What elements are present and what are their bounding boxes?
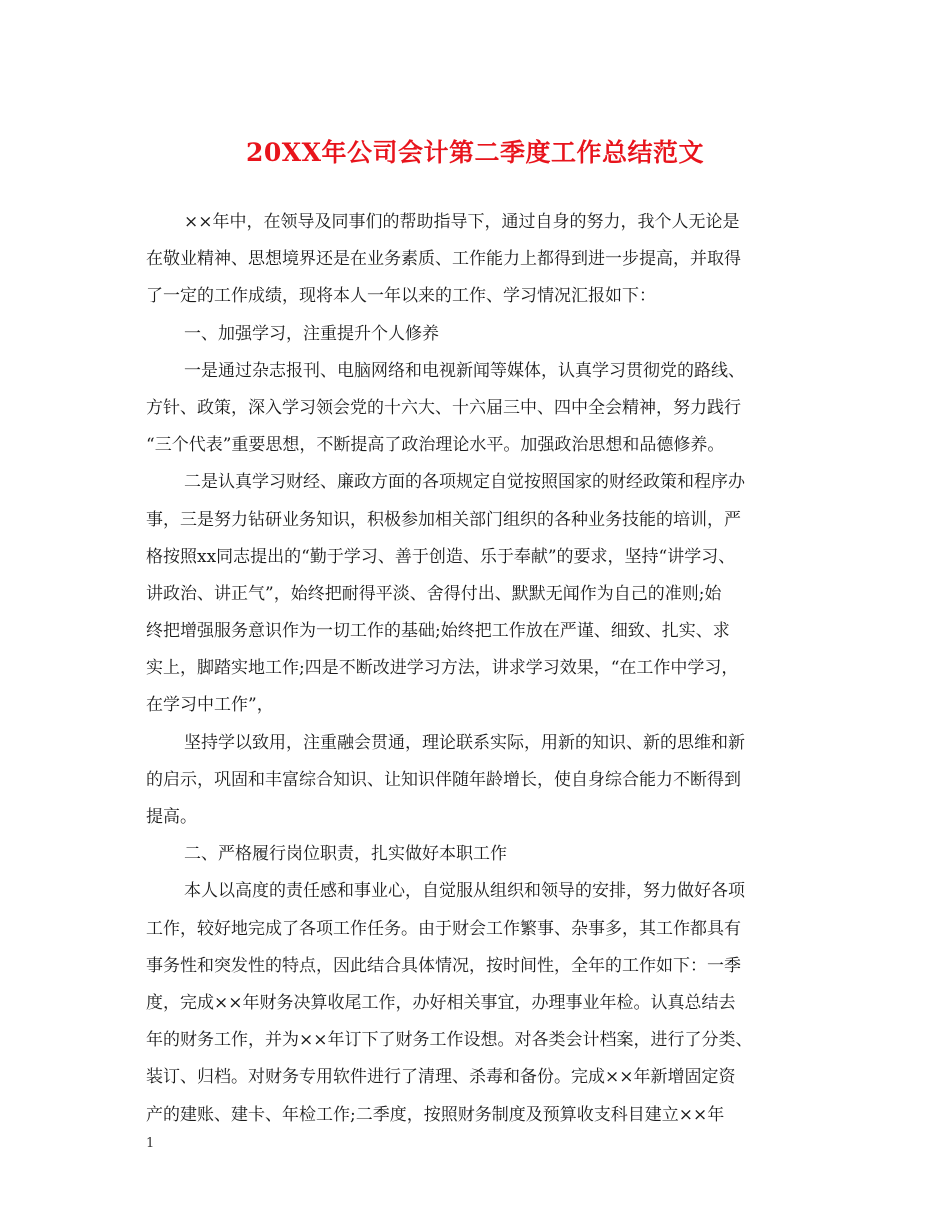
body-line: 坚持学以致用，注重融会贯通，理论联系实际，用新的知识、新的思维和新 [184, 732, 745, 753]
body-line: 在学习中工作”， [146, 695, 274, 716]
body-line: 终把增强服务意识作为一切工作的基础;始终把工作放在严谨、细致、扎实、求 [146, 621, 730, 642]
body-line: 本人以高度的责任感和事业心，自觉服从组织和领导的安排，努力做好各项 [184, 881, 745, 902]
body-line: 一、加强学习，注重提升个人修养 [184, 323, 439, 344]
body-line: 一是通过杂志报刊、电脑网络和电视新闻等媒体，认真学习贯彻党的路线、 [184, 360, 745, 381]
body-line: 了一定的工作成绩，现将本人一年以来的工作、学习情况汇报如下： [146, 286, 656, 307]
body-line: 事务性和突发性的特点，因此结合具体情况，按时间性，全年的工作如下：一季 [146, 955, 741, 976]
body-line: 装订、归档。对财务专用软件进行了清理、杀毒和备份。完成××年新增固定资 [146, 1067, 736, 1088]
page-number: 1 [146, 1136, 155, 1151]
body-line: 提高。 [146, 807, 197, 827]
body-line: 年的财务工作，并为××年订下了财务工作设想。对各类会计档案，进行了分类、 [146, 1030, 753, 1051]
body-line: 格按照xx同志提出的“勤于学习、善于创造、乐于奉献”的要求，坚持“讲学习、 [146, 546, 736, 567]
body-line: 产的建账、建卡、年检工作;二季度，按照财务制度及预算收支科目建立××年 [146, 1104, 725, 1125]
document-title: 20XX年公司会计第二季度工作总结范文 [245, 138, 705, 167]
body-line: 的启示，巩固和丰富综合知识、让知识伴随年龄增长，使自身综合能力不断得到 [146, 769, 741, 790]
body-line: 实上，脚踏实地工作;四是不断改进学习方法，讲求学习效果，“在工作中学习， [146, 658, 739, 679]
body-line: 讲政治、讲正气”，始终把耐得平淡、舍得付出、默默无闻作为自己的准则;始 [146, 583, 722, 604]
body-line: 方针、政策，深入学习领会党的十六大、十六届三中、四中全会精神，努力践行 [146, 397, 741, 418]
body-line: 二是认真学习财经、廉政方面的各项规定自觉按照国家的财经政策和程序办 [184, 472, 745, 493]
body-line: ××年中，在领导及同事们的帮助指导下，通过自身的努力，我个人无论是 [184, 212, 740, 232]
document-body [146, 204, 826, 1134]
body-line: 度，完成××年财务决算收尾工作，办好相关事宜，办理事业年检。认真总结去 [146, 992, 736, 1013]
body-line: 工作，较好地完成了各项工作任务。由于财会工作繁事、杂事多，其工作都具有 [146, 918, 741, 939]
body-line: “三个代表”重要思想，不断提高了政治理论水平。加强政治思想和品德修养。 [146, 435, 725, 456]
body-line: 事，三是努力钻研业务知识，积极参加相关部门组织的各种业务技能的培训，严 [146, 509, 741, 530]
body-line: 在敬业精神、思想境界还是在业务素质、工作能力上都得到进一步提高，并取得 [146, 249, 741, 270]
body-line: 二、严格履行岗位职责，扎实做好本职工作 [184, 844, 507, 865]
